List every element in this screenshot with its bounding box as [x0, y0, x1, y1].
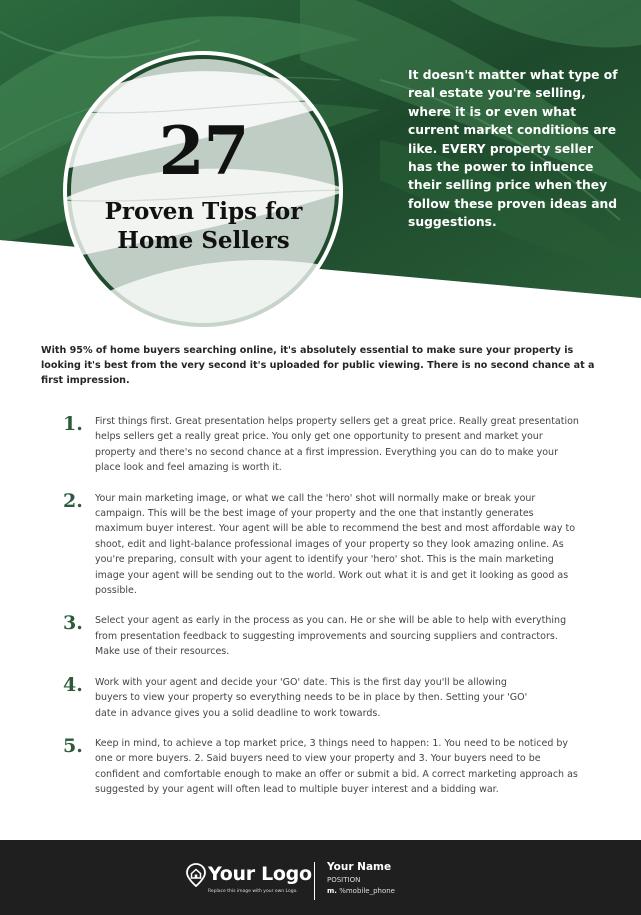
tip-item [63, 414, 583, 476]
tip-number: 5. [63, 734, 83, 757]
agent-position: POSITION [327, 876, 361, 884]
title-circle [65, 52, 342, 329]
logo-subtext: Replace this image with your own Logo. [208, 889, 298, 894]
mobile-prefix: m. [327, 887, 337, 895]
tip-number: 2. [63, 489, 83, 512]
tip-text: First things first. Great presentation helps property sellers get a great price. Really great presentation helps sellers get a really great price. You only get one opportunity to present and market your property and there's no second chance at a first impression. Everything you can do to make your place look and feel amazing is worth it. [95, 416, 579, 474]
tip-item [63, 675, 583, 721]
tip-text: Keep in mind, to achieve a top market price, 3 things need to happen: 1. You need to be noticed by one or more buyers. 2. Said buyers need to view your property and 3. Your buyers need to be confident and comfortable enough to make an offer or submit a bid. A correct marketing approach as suggested by your agent will often lead to multiple buyer interest and a bidding war. [95, 737, 578, 796]
footer-divider [314, 862, 315, 900]
tip-text: Your main marketing image, or what we call the 'hero' shot will normally make or break your campaign. This will be the best image of your property and the one that instantly generates maximum buyer interest. Your agent will be able to recommend the best and most affordable way to shoot, edit and light-balance professional images of your property so they look amazing online. As you're preparing, consult with your agent to identify your 'hero' shot. This is the main marketing image your agent will be sending out to the world. Work out what it is and get it looking as good as possible. [95, 492, 576, 597]
tip-item [63, 736, 583, 798]
company-logo[interactable] [186, 862, 312, 902]
tip-item [63, 613, 583, 659]
house-pin-icon [186, 863, 206, 887]
tip-text: Work with your agent and decide your 'GO' date. This is the first day you'll be allowing buyers to view your property so everything needs to be in place by then. Setting your 'GO' date in advance gives you a solid deadline to work towards. [95, 676, 528, 719]
tip-text: Select your agent as early in the process as you can. He or she will be able to help with everything from presentation feedback to suggesting improvements and sourcing suppliers and contractors. Make use of their resources. [95, 615, 567, 658]
hero-blurb: It doesn't matter what type of real estate you're selling, where it is or even what current market conditions are like. EVERY property seller has the power to influence their selling price when they follow these proven ideas and suggestions. [408, 68, 618, 230]
tips-list [63, 414, 583, 798]
mobile-value: %mobile_phone [339, 887, 395, 895]
agent-mobile[interactable] [327, 886, 395, 897]
tip-number: 4. [63, 673, 83, 696]
hero-banner [0, 0, 641, 330]
intro-paragraph: With 95% of home buyers searching online, it's absolutely essential to make sure your property is looking it's best from the very second it's uploaded for public viewing. There is no second chance at a first impression. [41, 345, 595, 387]
tip-number: 1. [63, 413, 83, 435]
big-number: 27 [158, 112, 249, 191]
tip-number: 3. [63, 612, 83, 635]
tip-item [63, 491, 583, 599]
hero-title: Proven Tips for Home Sellers [104, 198, 303, 254]
agent-name: Your Name [327, 861, 392, 873]
logo-text: Your Logo [208, 863, 312, 885]
footer-bar [0, 840, 641, 915]
agent-contact [327, 861, 395, 897]
